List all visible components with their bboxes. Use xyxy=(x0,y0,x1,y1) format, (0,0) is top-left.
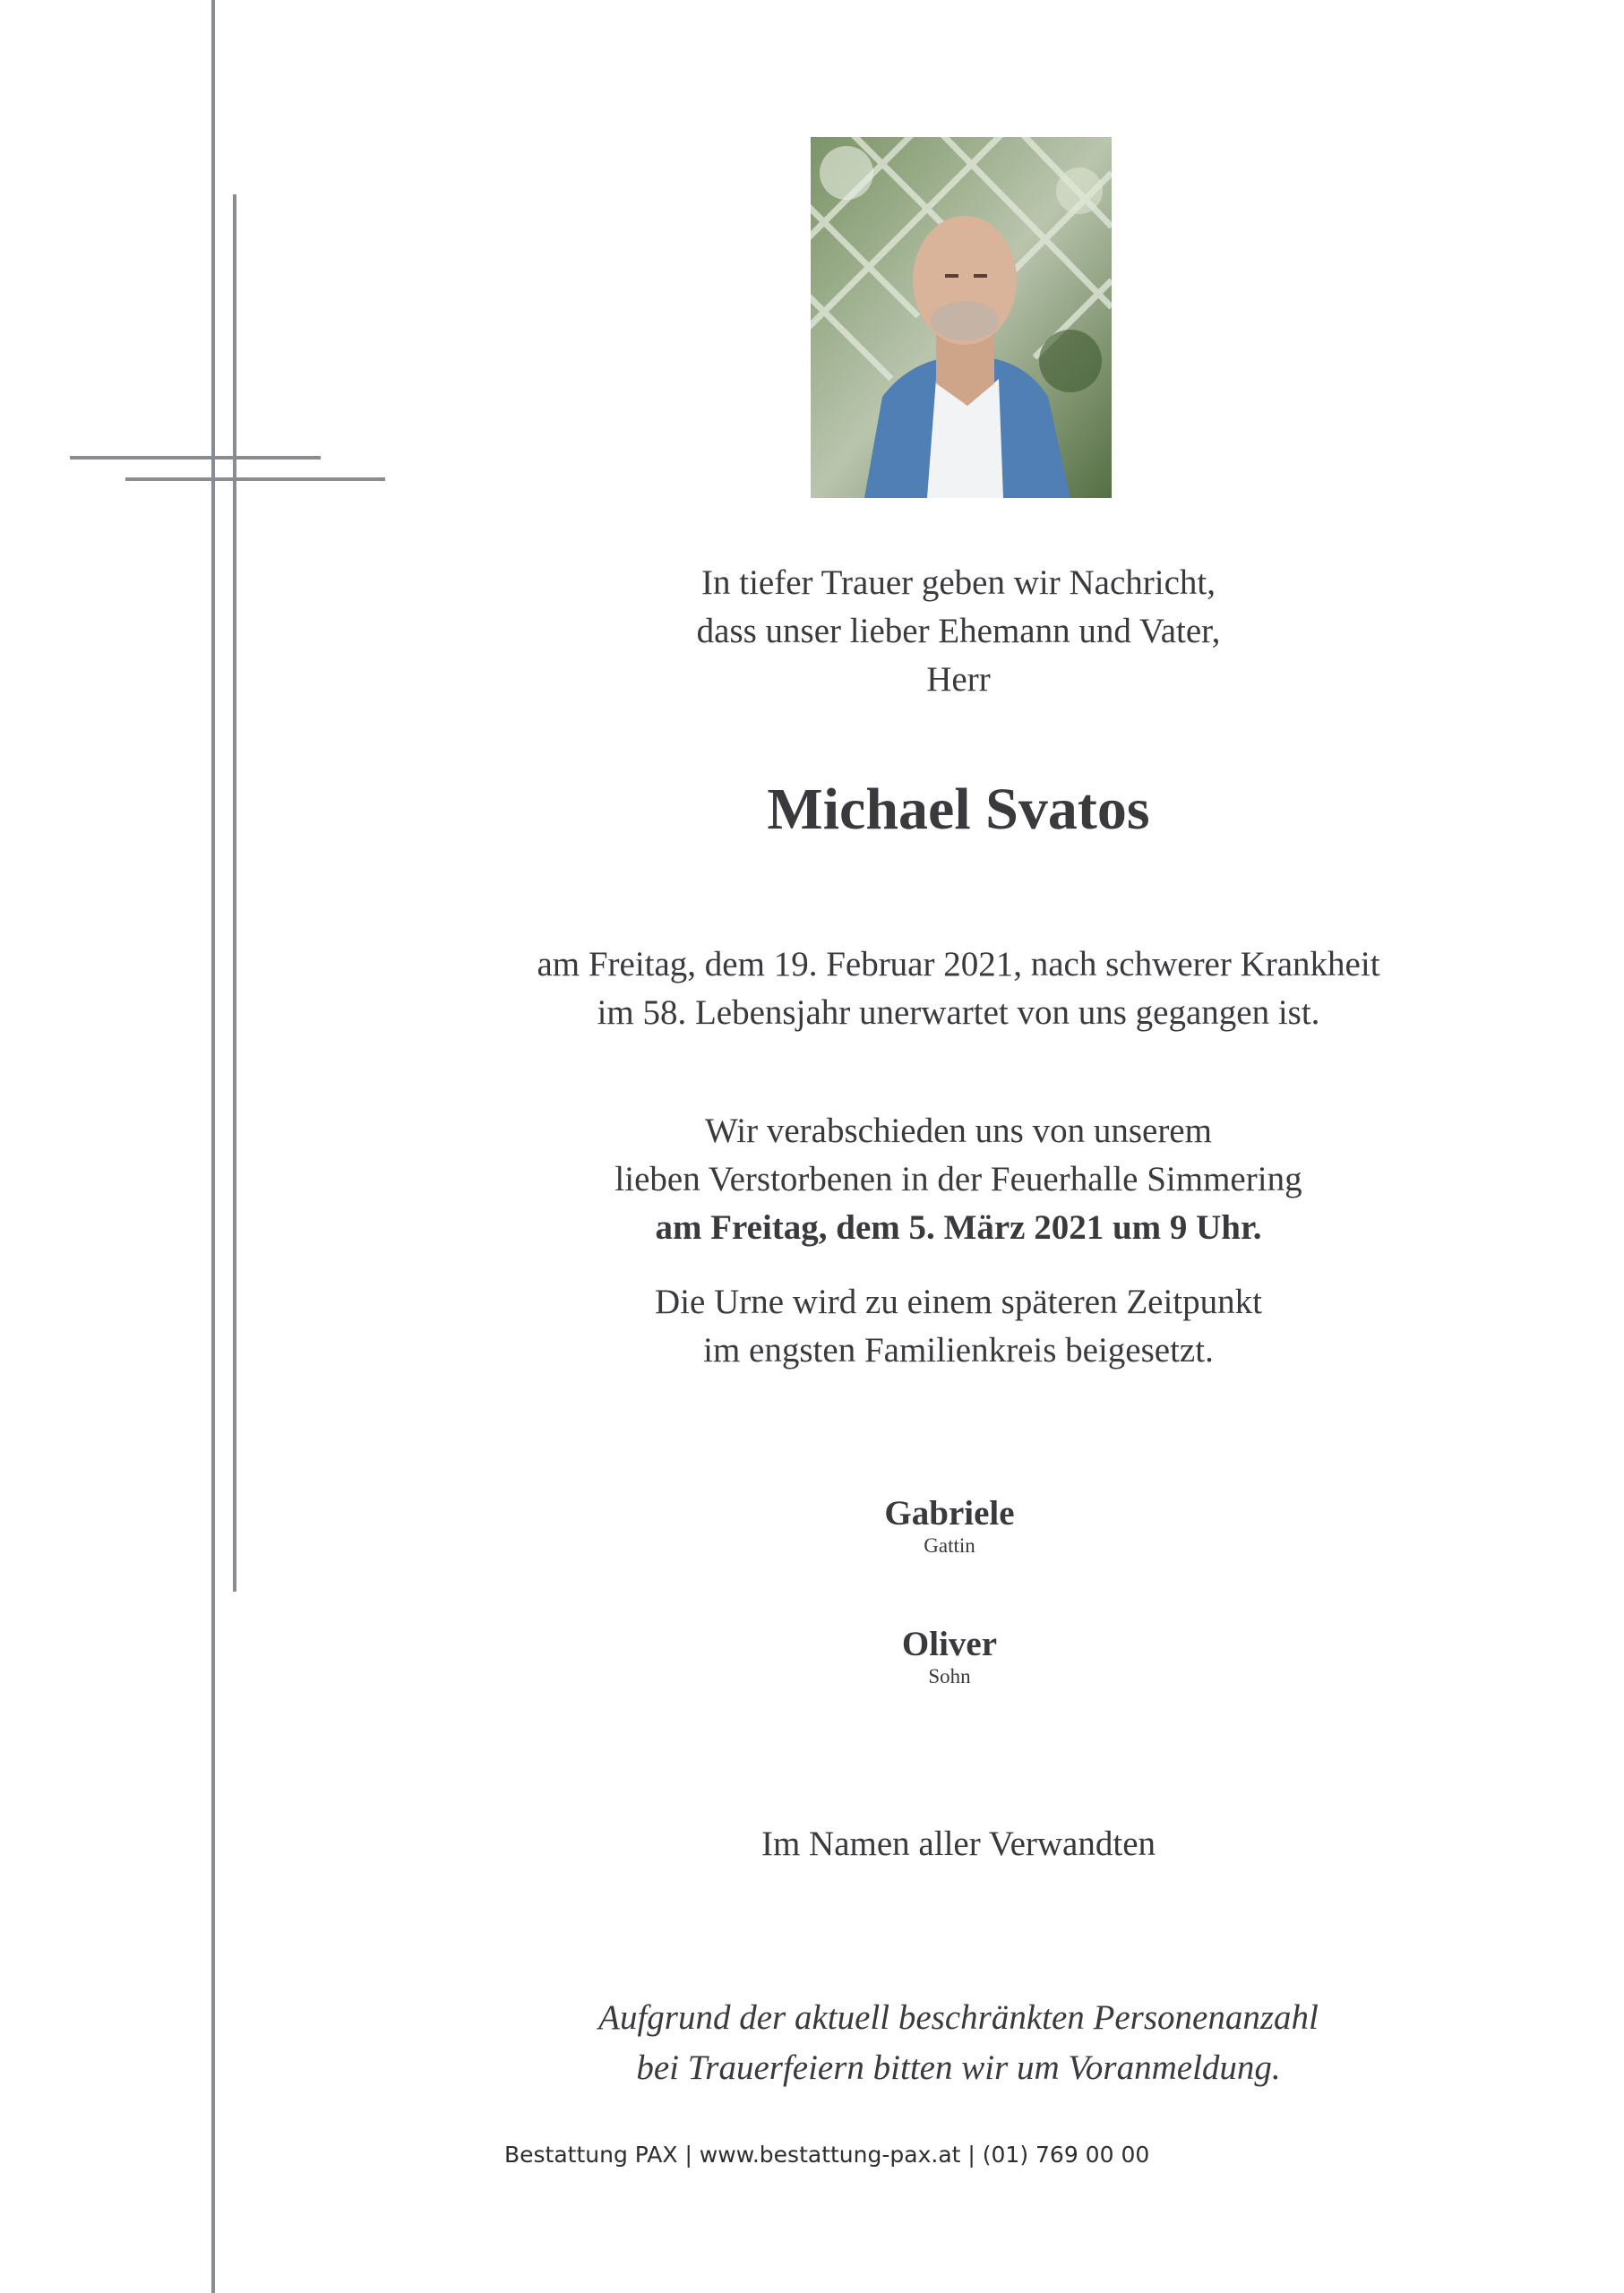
farewell-line: Wir verabschieden uns von unserem xyxy=(705,1112,1212,1150)
intro-text xyxy=(385,559,1532,704)
death-line: am Freitag, dem 19. Februar 2021, nach schwerer Krankheit xyxy=(537,945,1380,983)
mourner-role: Sohn xyxy=(928,1665,971,1688)
portrait-photo xyxy=(811,137,1112,498)
mourner-name: Gabriele xyxy=(884,1494,1015,1533)
farewell-statement xyxy=(385,1107,1532,1252)
urn-line: Die Urne wird zu einem späteren Zeitpunkt xyxy=(655,1283,1262,1321)
farewell-date: am Freitag, dem 5. März 2021 um 9 Uhr. xyxy=(655,1208,1262,1247)
mourner-entry xyxy=(806,1624,1093,1688)
cross-horizontal-line-lower xyxy=(125,477,385,481)
urn-statement xyxy=(385,1278,1532,1375)
cross-vertical-line-inner xyxy=(233,194,236,1592)
farewell-line: lieben Verstorbenen in der Feuerhalle Simmering xyxy=(614,1160,1302,1198)
note-line: bei Trauerfeiern bitten wir um Voranmeldung. xyxy=(636,2048,1281,2087)
mourner-name: Oliver xyxy=(901,1625,998,1663)
cross-horizontal-line xyxy=(70,456,321,459)
intro-line: dass unser lieber Ehemann und Vater, xyxy=(696,612,1221,650)
relatives-signature: Im Namen aller Verwandten xyxy=(760,1825,1156,1863)
portrait-photo-icon xyxy=(811,137,1112,498)
deceased-name: Michael Svatos xyxy=(767,777,1150,842)
cross-vertical-line xyxy=(211,0,215,2293)
mourner-entry xyxy=(806,1493,1093,1558)
mourner-role: Gattin xyxy=(924,1534,975,1557)
funeral-home-footer: Bestattung PAX | www.bestattung-pax.at | (01) 769 00 00 xyxy=(504,2142,1150,2168)
death-statement xyxy=(385,940,1532,1037)
death-line: im 58. Lebensjahr unerwartet von uns gegangen ist. xyxy=(597,993,1320,1032)
note-line: Aufgrund der aktuell beschränkten Personenanzahl xyxy=(598,1998,1319,2037)
registration-note xyxy=(385,1993,1532,2093)
urn-line: im engsten Familienkreis beigesetzt. xyxy=(703,1331,1214,1370)
intro-line: Herr xyxy=(926,660,991,699)
intro-line: In tiefer Trauer geben wir Nachricht, xyxy=(701,563,1216,602)
